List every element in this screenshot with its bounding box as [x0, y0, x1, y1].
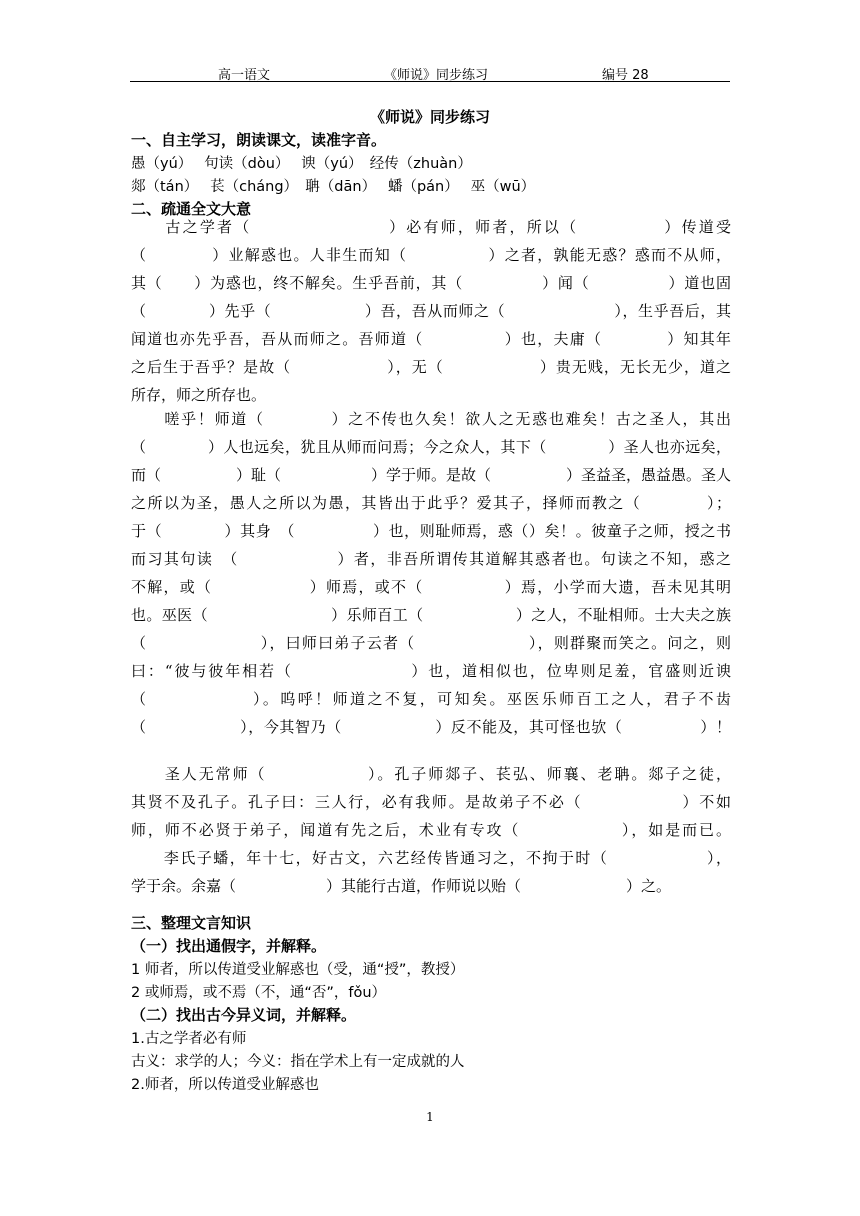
header-title: 《师说》同步练习	[384, 68, 489, 83]
passage-line: 也。巫医（ ）乐师百工（ ）之人，不耻相师。士大夫之族	[131, 606, 731, 624]
passage-line: 之后生于吾乎？是故（ ），无（ ）贵无贱，无长无少，道之	[131, 358, 731, 376]
passage-line: 之所以为圣，愚人之所以为愚，其皆出于此乎？爱其子，择师而教之（ ）；	[131, 494, 731, 512]
section2-heading: 二、疏通全文大意	[131, 200, 252, 218]
header-rule	[130, 81, 730, 82]
passage-line: 闻道也亦先乎吾，吾从而师之。吾师道（ ）也，夫庸（ ）知其年	[131, 330, 731, 348]
passage-line: （ ）人也远矣，犹且从师而问焉；今之众人，其下（ ）圣人也亦远矣，	[131, 438, 731, 456]
passage-line: 其贤不及孔子。孔子曰：三人行，必有我师。是故弟子不必（ ）不如	[131, 793, 731, 811]
passage-line: 其（ ）为惑也，终不解矣。生乎吾前，其（ ）闻（ ）道也固	[131, 274, 731, 292]
passage-line: （ ）业解惑也。人非生而知（ ）之者，孰能无惑？惑而不从师，	[131, 246, 731, 264]
passage-line: 所存，师之所存也。	[131, 386, 267, 404]
section3-sub1: （一）找出通假字，并解释。	[131, 937, 327, 955]
passage-line: 不解，或（ ）师焉，或不（ ）焉，小学而大遗，吾未见其明	[131, 578, 731, 596]
passage-line: 学于余。余嘉（ ）其能行古道，作师说以贻（ ）之。	[131, 877, 672, 895]
passage-line: 古之学者（ ）必有师，师者，所以（ ）传道受	[131, 218, 731, 236]
passage-line: （ ），曰师曰弟子云者（ ），则群聚而笑之。问之，则	[131, 634, 731, 652]
passage-line: （ ）。呜呼！师道之不复，可知矣。巫医乐师百工之人，君子不齿	[131, 690, 731, 708]
pinyin-row-1: 愚（yú） 句读（dòu） 谀（yú） 经传（zhuàn）	[131, 156, 472, 172]
passage-line: （ ），今其智乃（ ）反不能及，其可怪也欤（ ）！	[131, 718, 731, 736]
section3-sub2: （二）找出古今异义词，并解释。	[131, 1006, 357, 1024]
section1-heading: 一、自主学习，朗读课文，读准字音。	[131, 131, 387, 149]
page-number: 1	[426, 1110, 434, 1124]
passage-line: 师，师不必贤于弟子，闻道有先之后，术业有专攻（ ），如是而已。	[131, 821, 731, 839]
pinyin-row-2: 郯（tán） 苌（cháng） 聃（dān） 蟠（pán） 巫（wū）	[131, 179, 536, 195]
gujin-item-1: 1.古之学者必有师	[131, 1031, 247, 1047]
gujin-item-2: 古义：求学的人；今义：指在学术上有一定成就的人	[131, 1054, 465, 1070]
passage-line: 圣人无常师（ ）。孔子师郯子、苌弘、师襄、老聃。郯子之徒，	[131, 765, 731, 783]
passage-line: 曰：“彼与彼年相若（ ）也，道相似也，位卑则足羞，官盛则近谀	[131, 662, 731, 680]
tongjia-item-2: 2 或师焉，或不焉（不，通“否”，fǒu）	[131, 985, 387, 1001]
section3-heading: 三、整理文言知识	[131, 914, 252, 932]
passage-line: 而习其句读 （ ）者，非吾所谓传其道解其惑者也。句读之不知，惑之	[131, 550, 731, 568]
tongjia-item-1: 1 师者，所以传道受业解惑也（受，通“授”，教授）	[131, 962, 465, 978]
gujin-item-3: 2.师者，所以传道受业解惑也	[131, 1077, 319, 1093]
passage-line: 李氏子蟠，年十七，好古文，六艺经传皆通习之，不拘于时（ ），	[131, 849, 731, 867]
passage-line: 于（ ）其身 （ ）也，则耻师焉，惑（）矣！。彼童子之师，授之书	[131, 522, 731, 540]
document-title: 《师说》同步练习	[369, 108, 490, 126]
passage-line: 嗟乎！师道（ ）之不传也久矣！欲人之无惑也难矣！古之圣人，其出	[131, 410, 731, 428]
passage-line: 而（ ）耻（ ）学于师。是故（ ）圣益圣，愚益愚。圣人	[131, 466, 731, 484]
passage-line: （ ）先乎（ ）吾，吾从而师之（ ），生乎吾后，其	[131, 302, 731, 320]
header-number: 编号 28	[602, 68, 649, 83]
header-subject: 高一语文	[218, 68, 271, 83]
